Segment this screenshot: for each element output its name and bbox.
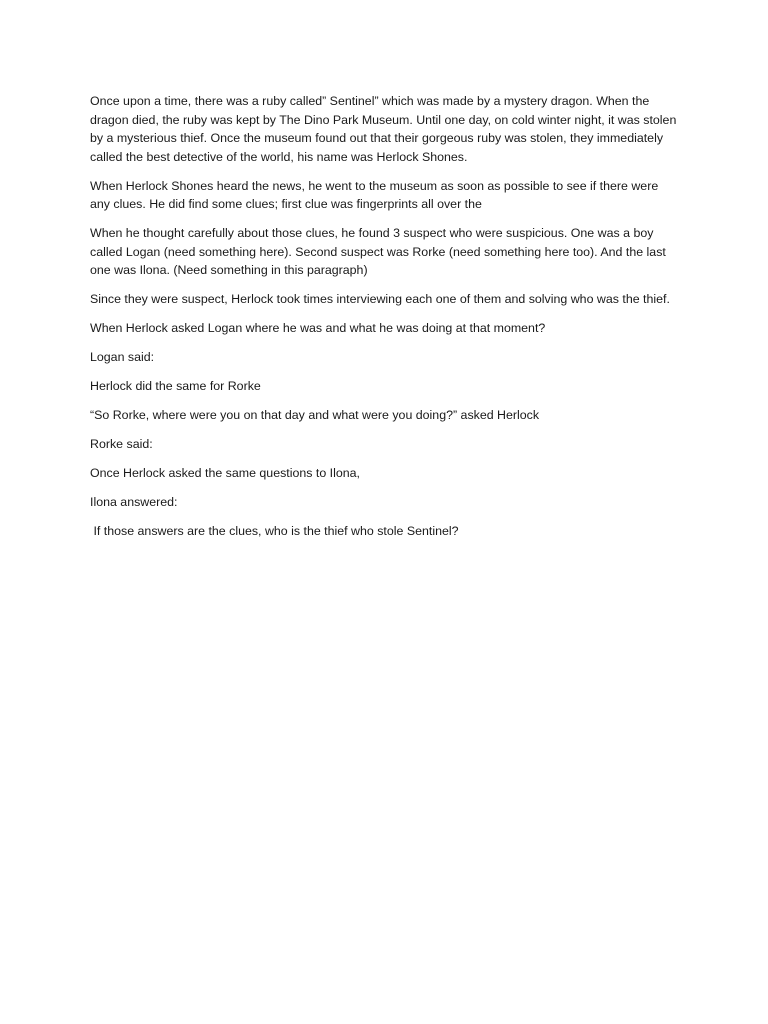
paragraph-interviews: Since they were suspect, Herlock took times interviewing each one of them and solving who was the thief. — [90, 292, 670, 306]
paragraph-clues: When Herlock Shones heard the news, he went to the museum as soon as possible to see if there were any clues. He did find some clues; first clue was fingerprints all over the — [90, 178, 662, 211]
paragraph-intro: Once upon a time, there was a ruby called” Sentinel” which was made by a mystery dragon. When the dragon died, the ruby was kept by The Dino Park Museum. Until one day, on cold winter night, it was stolen by a mysterious thief. Once the museum found out that their gorgeous ruby was stolen, they immediately called the best detective of the world, his name was Herlock Shones. — [90, 94, 680, 164]
paragraph-rorke-intro: Herlock did the same for Rorke — [90, 379, 261, 393]
paragraph-final-question: If those answers are the clues, who is the thief who stole Sentinel? — [90, 524, 459, 538]
paragraph-ilona-question: Once Herlock asked the same questions to Ilona, — [90, 466, 360, 480]
paragraph-logan-said: Logan said: — [90, 350, 155, 364]
paragraph-logan-question: When Herlock asked Logan where he was and what he was doing at that moment? — [90, 321, 546, 335]
paragraph-suspects: When he thought carefully about those clues, he found 3 suspect who were suspicious. One was a boy called Logan (need something here). Second suspect was Rorke (need something here too). And the last one was Ilona. (Need something in this paragraph) — [90, 226, 670, 277]
paragraph-rorke-said: Rorke said: — [90, 437, 153, 451]
paragraph-ilona-answered: Ilona answered: — [90, 495, 178, 509]
paragraph-rorke-question: “So Rorke, where were you on that day and what were you doing?” asked Herlock — [90, 408, 540, 422]
document-body — [90, 92, 680, 551]
